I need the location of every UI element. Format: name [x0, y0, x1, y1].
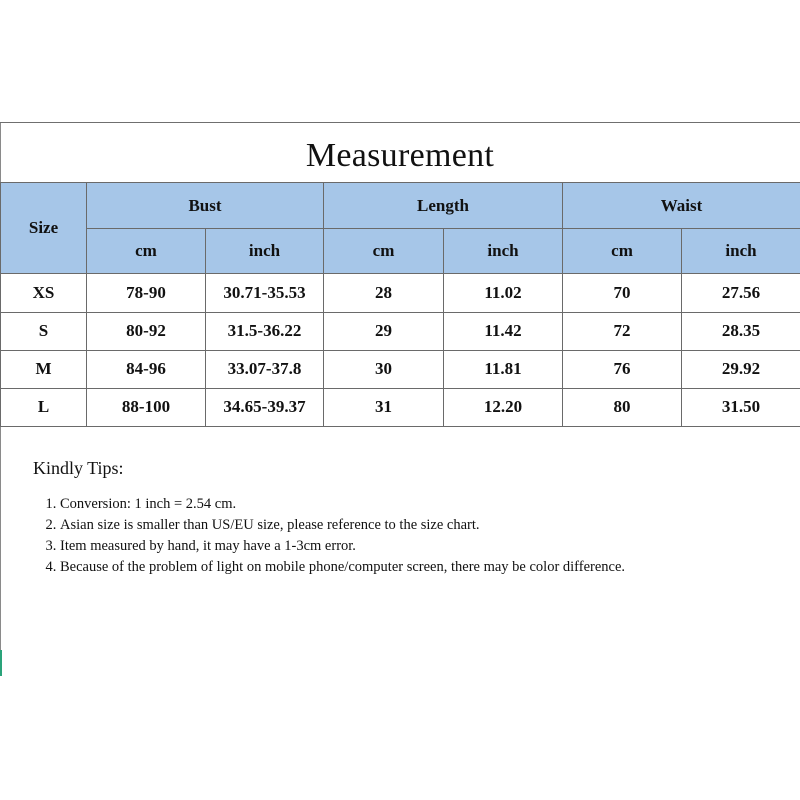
table-cell: 34.65-39.37 — [206, 388, 324, 426]
table-cell: 80-92 — [87, 312, 206, 350]
table-cell: 33.07-37.8 — [206, 350, 324, 388]
table-row — [1, 312, 800, 350]
table-cell: 11.81 — [444, 350, 563, 388]
waist-header: Waist — [563, 183, 800, 229]
table-cell: 84-96 — [87, 350, 206, 388]
table-cell: 78-90 — [87, 274, 206, 312]
size-chart-table — [0, 182, 800, 427]
page-title: Measurement — [305, 137, 495, 174]
edge-accent — [0, 650, 2, 676]
table-cell: 29 — [324, 312, 444, 350]
kindly-tips — [33, 456, 773, 578]
table-cell: 11.42 — [444, 312, 563, 350]
tips-list — [33, 494, 773, 578]
tip-item: 2. Asian size is smaller than US/EU size, please reference to the size chart. — [60, 515, 773, 536]
bust-header: Bust — [87, 183, 324, 229]
table-cell: 30.71-35.53 — [206, 274, 324, 312]
table-row — [1, 350, 800, 388]
table-cell: 88-100 — [87, 388, 206, 426]
tip-item: 1. Conversion: 1 inch = 2.54 cm. — [60, 494, 773, 515]
tip-item: 4. Because of the problem of light on mobile phone/computer screen, there may be color difference. — [60, 557, 773, 578]
size-header: Size — [1, 183, 87, 274]
table-cell: 31.5-36.22 — [206, 312, 324, 350]
table-cell: 80 — [563, 388, 682, 426]
table-cell: 72 — [563, 312, 682, 350]
unit-header-row — [1, 229, 800, 274]
tip-item: 3. Item measured by hand, it may have a 1-3cm error. — [60, 536, 773, 557]
tips-heading: Kindly Tips: — [33, 458, 124, 478]
table-cell: 27.56 — [682, 274, 800, 312]
size-cell: L — [1, 388, 87, 426]
table-cell: 76 — [563, 350, 682, 388]
unit-header: cm — [87, 229, 206, 274]
unit-header: inch — [206, 229, 324, 274]
table-cell: 28 — [324, 274, 444, 312]
table-row — [1, 274, 800, 312]
table-cell: 31 — [324, 388, 444, 426]
table-cell: 12.20 — [444, 388, 563, 426]
table-cell: 31.50 — [682, 388, 800, 426]
unit-header: cm — [563, 229, 682, 274]
size-cell: XS — [1, 274, 87, 312]
table-cell: 11.02 — [444, 274, 563, 312]
unit-header: inch — [444, 229, 563, 274]
table-row — [1, 388, 800, 426]
length-header: Length — [324, 183, 563, 229]
unit-header: inch — [682, 229, 800, 274]
table-cell: 28.35 — [682, 312, 800, 350]
table-cell: 30 — [324, 350, 444, 388]
unit-header: cm — [324, 229, 444, 274]
table-cell: 29.92 — [682, 350, 800, 388]
table-header-row — [1, 183, 800, 229]
size-cell: S — [1, 312, 87, 350]
table-cell: 70 — [563, 274, 682, 312]
size-cell: M — [1, 350, 87, 388]
